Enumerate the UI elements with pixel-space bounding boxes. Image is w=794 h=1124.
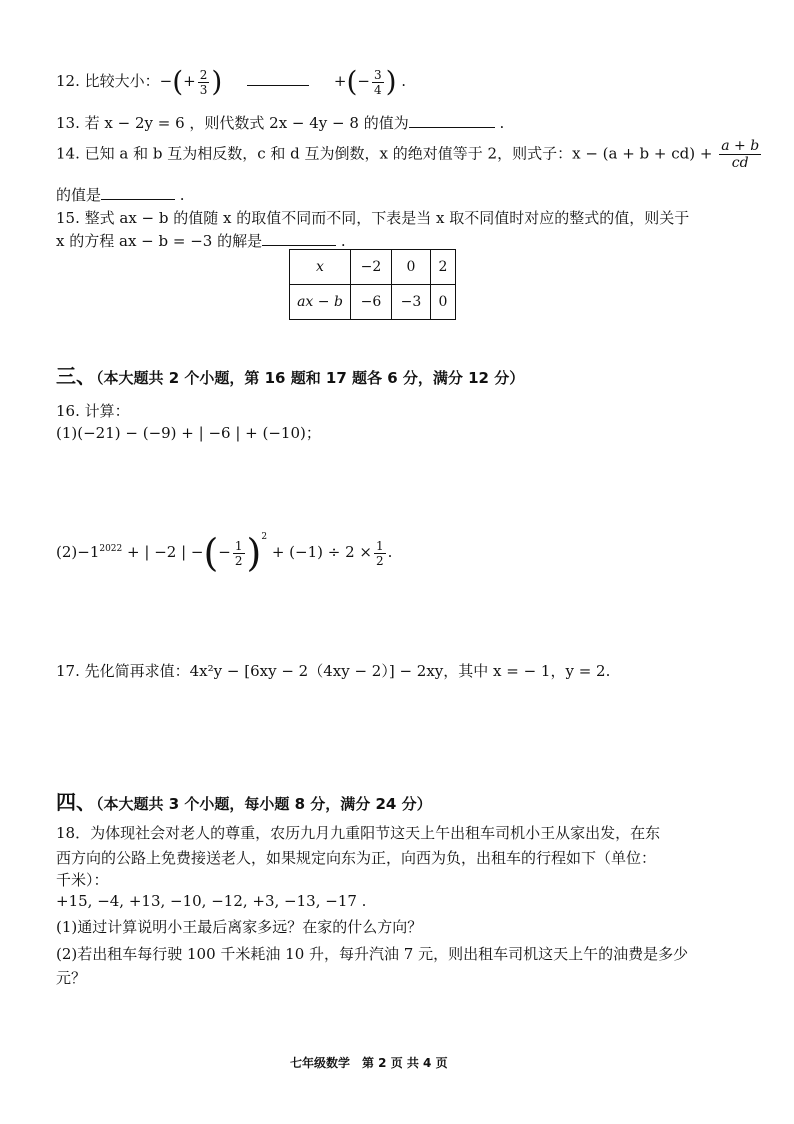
q12-frac-1: $\frac{2}{3}$ bbox=[199, 67, 208, 97]
question-16-title: 16. 计算： bbox=[56, 402, 130, 420]
q12-answer-blank[interactable] bbox=[247, 71, 309, 86]
question-18-line6: (2)若出租车每行驶 100 千米耗油 10 升，每升汽油 7 元，则出租车司机这天上午的油费是多少 bbox=[56, 945, 689, 963]
question-18-line7: 元？ bbox=[56, 969, 87, 987]
question-18-line4: +15, −4, +13, −10, −12, +3, −13, −17 . bbox=[56, 892, 367, 910]
question-14-line2: 的值是 . bbox=[56, 186, 185, 204]
question-18-line3: 千米）： bbox=[56, 871, 109, 889]
section-3-heading: 三、（本大题共 2 个小题，第 16 题和 17 题各 6 分，满分 12 分） bbox=[56, 364, 525, 388]
question-15: 15. 整式 ax − b 的值随 x 的取值不同而不同，下表是当 x 取不同值时对应的整式的值，则关于 bbox=[56, 209, 690, 227]
question-13: 13. 若 x − 2y = 6 ，则代数式 2x − 4y − 8 的值为 . bbox=[56, 114, 505, 132]
q14-answer-blank[interactable] bbox=[101, 185, 175, 200]
page-footer: 七年级数学 第 2 页 共 4 页 bbox=[290, 1056, 448, 1070]
q12-text: 12. 比较大小：− bbox=[56, 72, 173, 90]
question-16-part2: $(2)-1^{2022}$ + | −2 | −(− $\frac{1}{2}$ )$^2$ + (−1) ÷ 2 × $\frac{1}{2}$ . bbox=[56, 531, 393, 575]
question-14 bbox=[56, 139, 763, 170]
value-table bbox=[289, 249, 456, 320]
section-4-heading: 四、（本大题共 3 个小题，每小题 8 分，满分 24 分） bbox=[56, 790, 432, 814]
q13-text: 13. 若 x − 2y = 6 ，则代数式 2x − 4y − 8 的值为 bbox=[56, 114, 409, 132]
question-15-line2: x 的方程 ax − b = −3 的解是 . bbox=[56, 232, 346, 250]
q14-frac: $\frac{a + b}{cd}$ bbox=[721, 138, 760, 171]
question-16-part1: (1)(−21) − (−9) + | −6 | + (−10)； bbox=[56, 424, 321, 442]
table-row: x −2 0 2 bbox=[290, 250, 456, 285]
q12-frac-2: $\frac{3}{4}$ bbox=[373, 67, 382, 97]
question-18-line5: (1)通过计算说明小王最后离家多远？在家的什么方向？ bbox=[56, 918, 423, 936]
q14-line1: 14. 已知 a 和 b 互为相反数，c 和 d 互为倒数，x 的绝对值等于 2，则式子：x − (a + b + cd) + bbox=[56, 144, 713, 163]
question-17: 17. 先化简再求值：4x²y − [6xy − 2（4xy − 2）] − 2xy，其中 x = − 1，y = 2. bbox=[56, 662, 611, 680]
q13-answer-blank[interactable] bbox=[409, 113, 495, 128]
table-row: ax − b −6 −3 0 bbox=[290, 285, 456, 320]
question-18-line2: 西方向的公路上免费接送老人，如果规定向东为正，向西为负，出租车的行程如下（单位： bbox=[56, 849, 657, 867]
question-12: 12. 比较大小：−(+ $\frac{2}{3}$ ) +(− $\frac{3}{4}$ ) . bbox=[56, 65, 407, 98]
question-18-line1: 18．为体现社会对老人的尊重，农历九月九重阳节这天上午出租车司机小王从家出发，在东 bbox=[56, 824, 661, 842]
q15-answer-blank[interactable] bbox=[262, 231, 336, 246]
